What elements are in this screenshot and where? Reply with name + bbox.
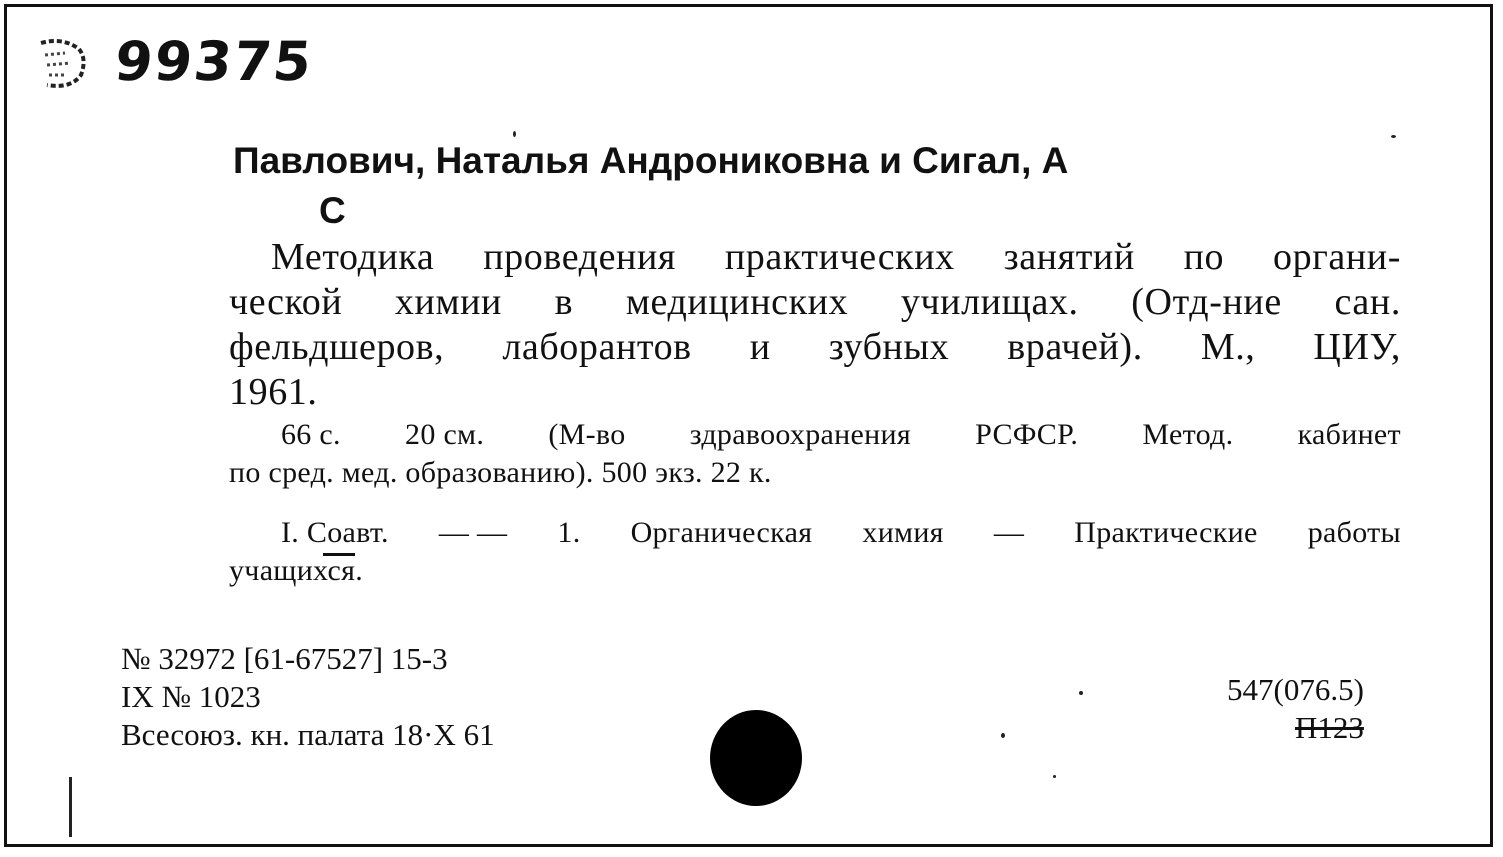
collation-line: по сред. мед. образованию). 500 экз. 22 к. [229, 456, 772, 489]
speck [1053, 775, 1056, 778]
author-mark: П123 [1295, 710, 1364, 745]
card-footer-info [121, 640, 495, 754]
speck [1391, 135, 1396, 138]
inventory-number: 99375 [111, 30, 317, 93]
title-line: Методика проведения практических занятий по органи- [271, 236, 1401, 278]
title-line: ческой химии в медицинских училищах. (Отд-ние сан. [229, 281, 1401, 323]
speck [513, 131, 516, 137]
author-heading: Павлович, Наталья Андрониковна и Сигал, А [233, 140, 1069, 181]
tracing-line: I. Соавт. — — 1. Органическая химия — Практические работы [281, 516, 1401, 549]
registry-number: IX № 1023 [121, 679, 261, 714]
edge-mark [69, 777, 72, 837]
classification-index [1227, 671, 1364, 747]
collation-block [229, 416, 1401, 492]
title-line: 1961. [229, 371, 318, 413]
author-heading-continuation: С [319, 190, 346, 231]
title-line: фельдшеров, лаборантов и зубных врачей). М., ЦИУ, [229, 326, 1401, 368]
punch-hole [710, 710, 802, 806]
catalog-card [4, 4, 1493, 847]
title-block [229, 235, 1401, 415]
tracing-line: учащихся. [229, 554, 364, 587]
speck [1079, 691, 1083, 695]
issuing-chamber: Всесоюз. кн. палата 18·X 61 [121, 717, 495, 752]
udc-code: 547(076.5) [1227, 672, 1364, 707]
tracings-block [229, 514, 1401, 590]
collation-line: 66 с. 20 см. (М-во здравоохранения РСФСР. Метод. кабинет [281, 418, 1401, 451]
order-number: № 32972 [61-67527] 15-3 [121, 641, 448, 676]
speck [1001, 733, 1005, 738]
stamp-mark-icon [35, 35, 89, 93]
